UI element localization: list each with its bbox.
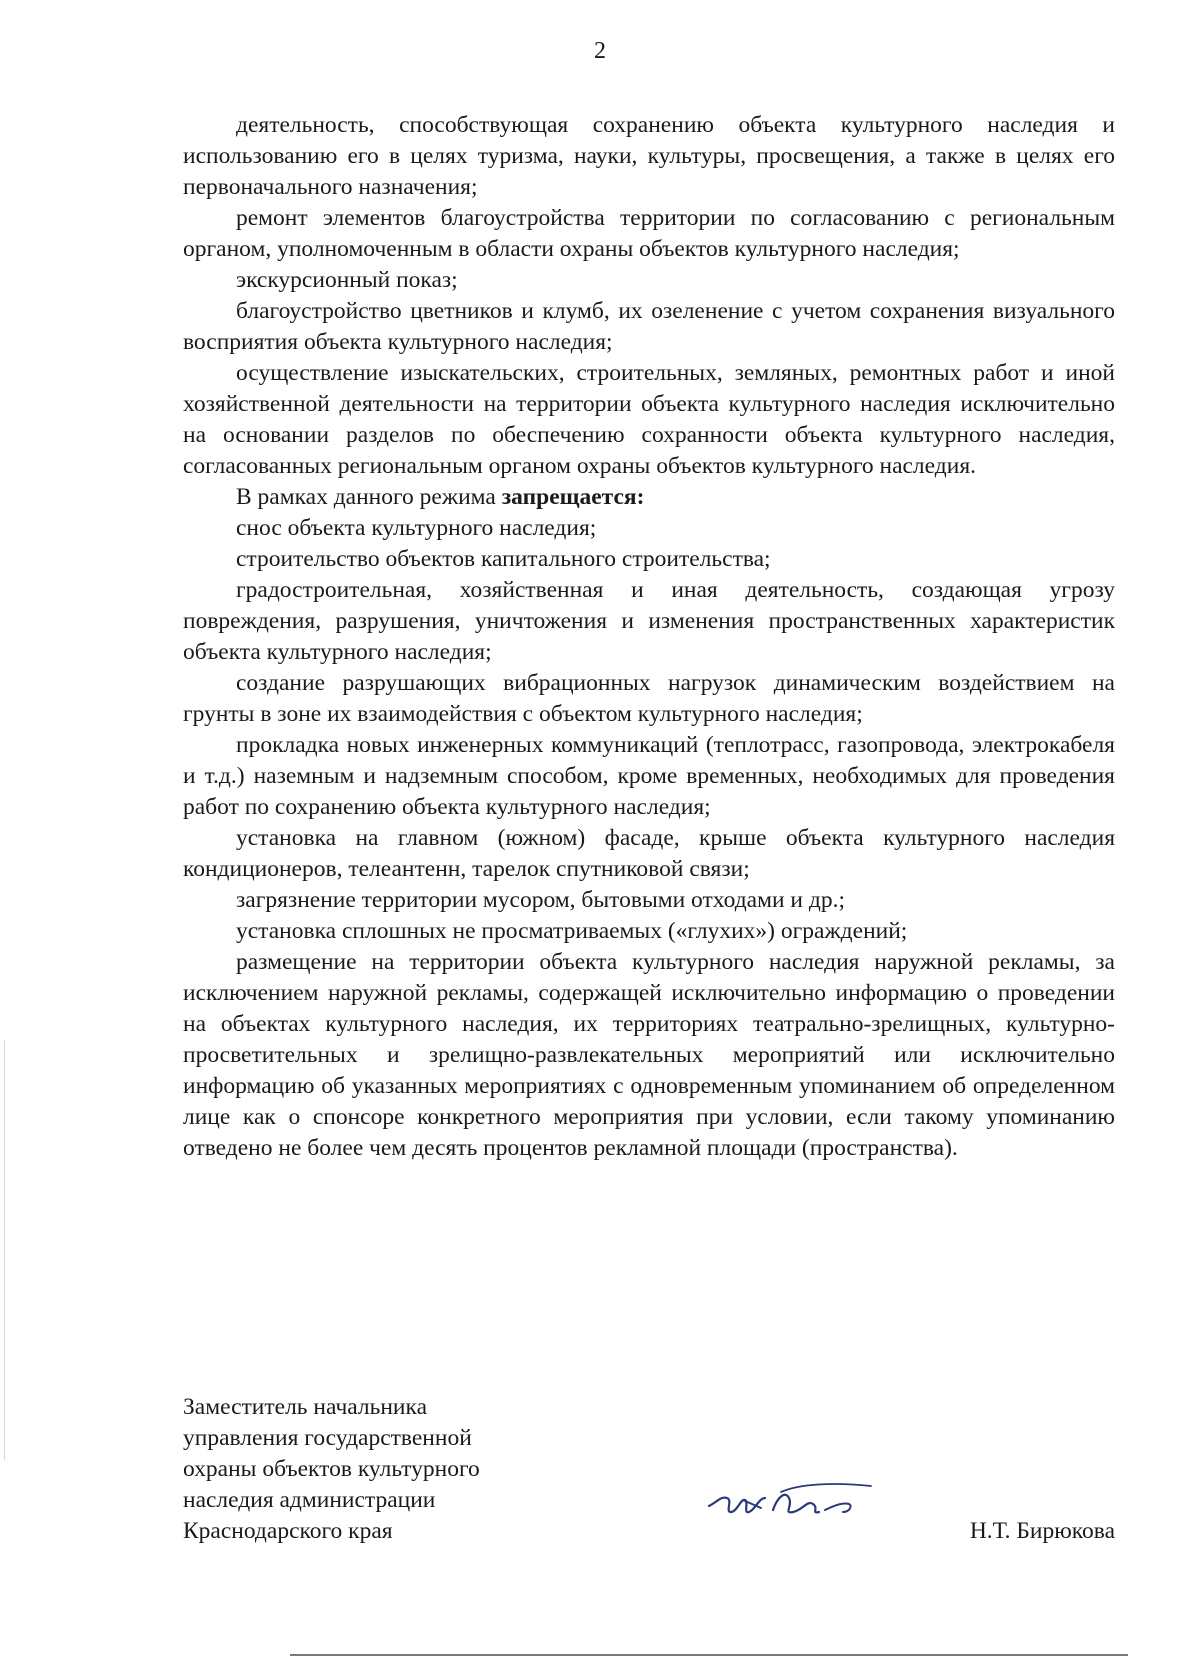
- signer-position-line: управления государственной: [183, 1425, 472, 1451]
- prohibited-keyword: запрещается:: [501, 484, 645, 510]
- signer-position: [183, 1392, 480, 1547]
- prohibited-item: установка сплошных не просматриваемых («глухих») ограждений;: [236, 918, 908, 944]
- handwritten-signature: [703, 1476, 878, 1526]
- prohibited-intro: [183, 482, 1115, 513]
- prohibited-intro-text: В рамках данного режима: [236, 484, 502, 510]
- paragraph: благоустройство цветников и клумб, их озеленение с учетом сохранения визуального восприятия объекта культурного наследия;: [183, 298, 1115, 355]
- paragraph: экскурсионный показ;: [236, 267, 458, 293]
- paragraph: ремонт элементов благоустройства территории по согласованию с региональным органом, уполномоченным в области охраны объектов культурного наследия;: [183, 205, 1115, 262]
- prohibited-item: создание разрушающих вибрационных нагрузок динамическим воздействием на грунты в зоне их взаимодействия с объектом культурного наследия;: [183, 670, 1115, 727]
- prohibited-item: размещение на территории объекта культурного наследия наружной рекламы, за исключением наружной рекламы, содержащей исключительно информацию о проведении на объектах культурного наследия, их территориях театрально-зрелищных, культурно-просветительных и зрелищно-развлекательных мероприятий или исключительно информацию об указанных мероприятиях с одновременным упоминанием об определенном лице как о спонсоре конкретного мероприятия при условии, если такому упоминанию отведено не более чем десять процентов рекламной площади (пространства).: [183, 949, 1115, 1161]
- prohibited-item: прокладка новых инженерных коммуникаций (теплотрасс, газопровода, электрокабеля и т.д.) наземным и надземным способом, кроме временных, необходимых для проведения работ по сохранению объекта культурного наследия;: [183, 732, 1115, 820]
- prohibited-item: установка на главном (южном) фасаде, крыше объекта культурного наследия кондиционеров, телеантенн, тарелок спутниковой связи;: [183, 825, 1115, 882]
- signer-name: Н.Т. Бирюкова: [969, 1518, 1115, 1544]
- prohibited-item: снос объекта культурного наследия;: [236, 515, 597, 541]
- paragraph: осуществление изыскательских, строительных, земляных, ремонтных работ и иной хозяйственной деятельности на территории объекта культурного наследия исключительно на основании разделов по обеспечению сохранности объекта культурного наследия, согласованных региональным органом охраны объектов культурного наследия.: [183, 360, 1115, 479]
- signer-position-line: охраны объектов культурного: [183, 1456, 480, 1482]
- paragraph: деятельность, способствующая сохранению объекта культурного наследия и использованию его в целях туризма, науки, культуры, просвещения, а также в целях его первоначального назначения;: [183, 112, 1115, 200]
- scan-edge-line: [290, 1654, 1128, 1656]
- document-body: [183, 110, 1115, 1164]
- signature-block: [183, 1392, 1115, 1552]
- prohibited-item: градостроительная, хозяйственная и иная деятельность, создающая угрозу повреждения, разрушения, уничтожения и изменения пространственных характеристик объекта культурного наследия;: [183, 577, 1115, 665]
- prohibited-item: строительство объектов капитального строительства;: [236, 546, 771, 572]
- page-number: 2: [594, 38, 606, 64]
- signer-position-line: Краснодарского края: [183, 1518, 393, 1544]
- scan-edge-left: [4, 1040, 5, 1460]
- signer-position-line: наследия администрации: [183, 1487, 436, 1513]
- prohibited-item: загрязнение территории мусором, бытовыми отходами и др.;: [236, 887, 845, 913]
- signer-position-line: Заместитель начальника: [183, 1394, 427, 1420]
